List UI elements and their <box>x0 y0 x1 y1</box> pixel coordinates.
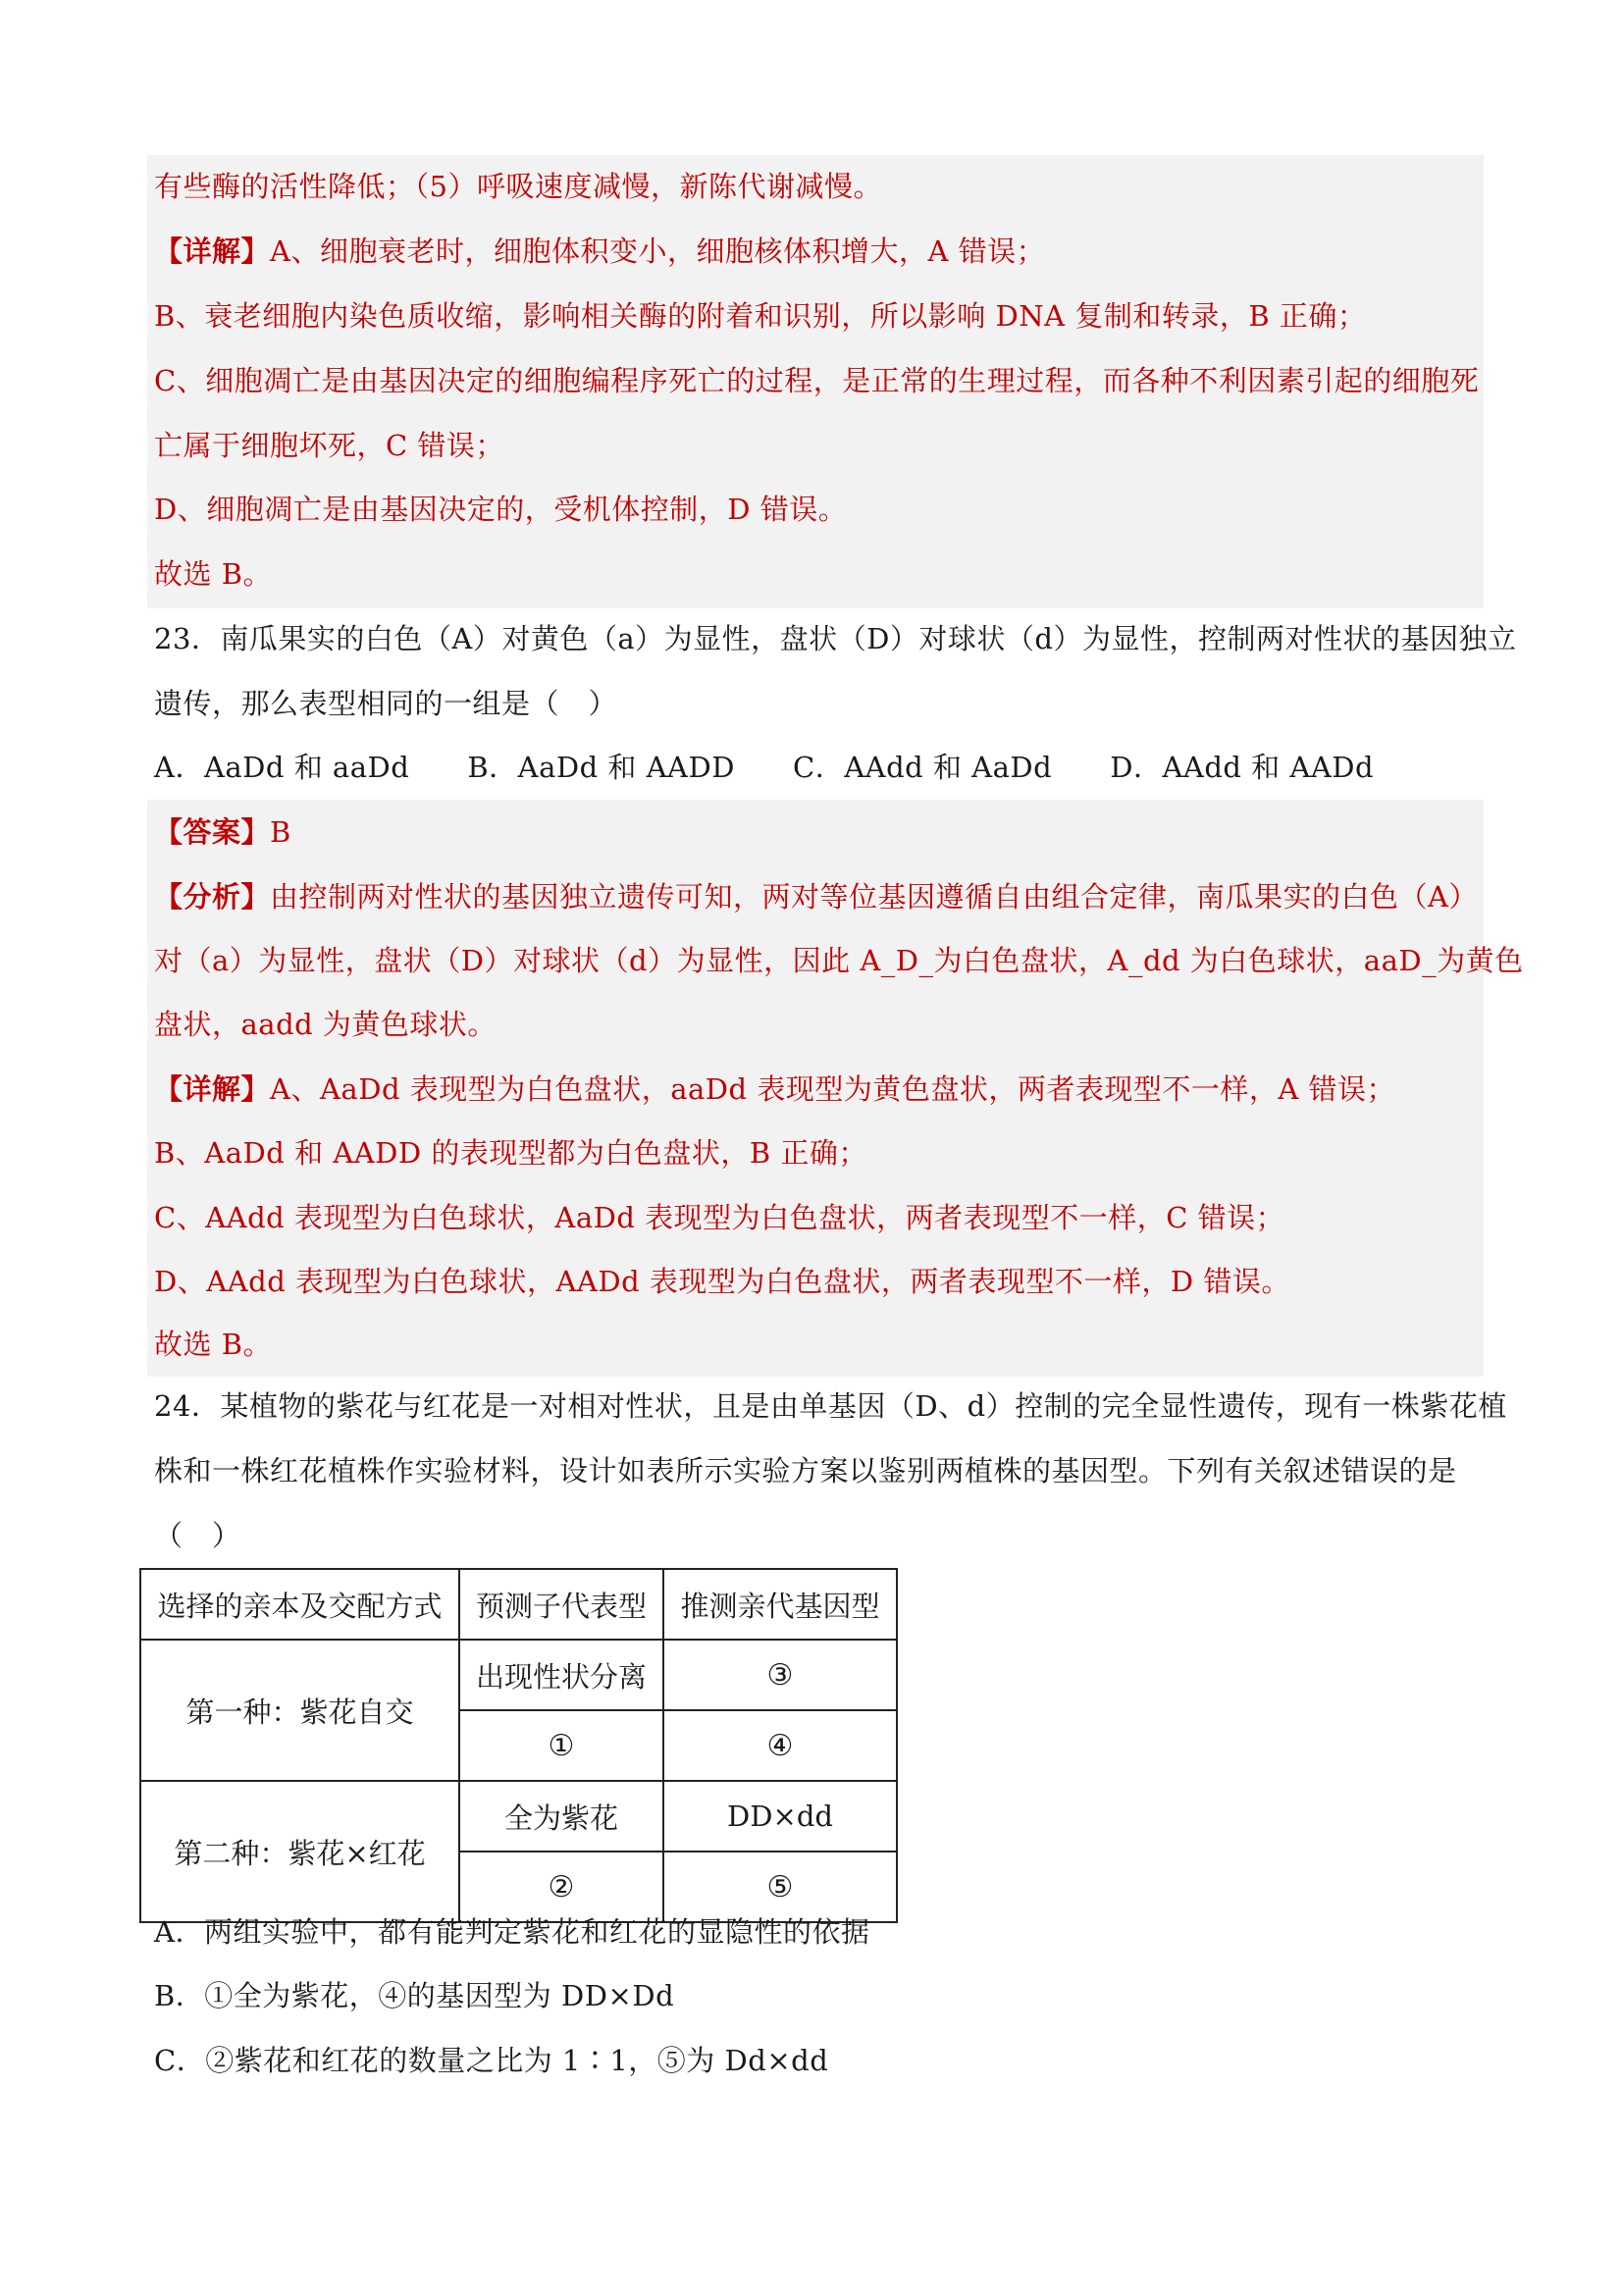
q24-stem-line2: 株和一株红花植株作实验材料，设计如表所示实验方案以鉴别两植株的基因型。下列有关叙述错误的是 <box>154 1454 1457 1487</box>
table-row <box>140 1781 897 1852</box>
q23-detail-a <box>154 1070 1395 1109</box>
table-group-cell: 第一种：紫花自交 <box>140 1640 459 1781</box>
detail-tag: 【详解】 <box>154 235 271 268</box>
table-header-row <box>140 1569 897 1640</box>
q23-options: A．AaDd 和 aaDd B．AaDd 和 AADD C．AAdd 和 AaDd D．AAdd 和 AADd <box>154 751 1375 784</box>
table-cell: DD×dd <box>663 1781 897 1852</box>
q23-answer <box>154 812 291 852</box>
detail-tag: 【详解】 <box>154 1072 271 1106</box>
answer-tag: 【答案】 <box>154 815 271 849</box>
q22-detail-d: D、细胞凋亡是由基因决定的，受机体控制，D 错误。 <box>154 493 848 526</box>
q23-stem-line2: 遗传，那么表型相同的一组是（ ） <box>154 687 618 720</box>
q22-text-line: 有些酶的活性降低；（5）呼吸速度减慢，新陈代谢减慢。 <box>154 170 882 203</box>
table-header-cell: 预测子代表型 <box>459 1569 663 1640</box>
answer-value: B <box>270 815 291 849</box>
analysis-text: 由控制两对性状的基因独立遗传可知，两对等位基因遵循自由组合定律，南瓜果实的白色（A） <box>270 880 1478 913</box>
table-group-cell: 第二种：紫花×红花 <box>140 1781 459 1922</box>
q22-detail-b: B、衰老细胞内染色质收缩，影响相关酶的附着和识别，所以影响 DNA 复制和转录，B 正确； <box>154 299 1367 333</box>
table-row <box>140 1640 897 1710</box>
q23-detail-d: D、AAdd 表现型为白色球状，AADd 表现型为白色盘状，两者表现型不一样，D 错误。 <box>154 1265 1290 1298</box>
q24-stem-line1: 24．某植物的紫花与红花是一对相对性状，且是由单基因（D、d）控制的完全显性遗传，现有一株紫花植 <box>154 1389 1507 1423</box>
q23-analysis-line1 <box>154 877 1478 916</box>
q22-detail-a <box>154 232 1045 271</box>
q22-detail-c-line1: C、细胞凋亡是由基因决定的细胞编程序死亡的过程，是正常的生理过程，而各种不利因素引起的细胞死 <box>154 364 1480 397</box>
table-cell: ③ <box>663 1640 897 1710</box>
table-cell: 全为紫花 <box>459 1781 663 1852</box>
q22-conclusion: 故选 B。 <box>154 557 273 591</box>
table-header-cell: 选择的亲本及交配方式 <box>140 1569 459 1640</box>
detail-a-text: A、AaDd 表现型为白色盘状，aaDd 表现型为黄色盘状，两者表现型不一样，A 错误； <box>270 1072 1395 1106</box>
analysis-tag: 【分析】 <box>154 880 271 913</box>
table-header-cell: 推测亲代基因型 <box>663 1569 897 1640</box>
q23-stem-line1: 23．南瓜果实的白色（A）对黄色（a）为显性，盘状（D）对球状（d）为显性，控制两对性状的基因独立 <box>154 622 1517 655</box>
q23-analysis-line2: 对（a）为显性，盘状（D）对球状（d）为显性，因此 A_D_为白色盘状，A_dd 为白色球状，aaD_为黄色 <box>154 944 1524 977</box>
table-cell: 出现性状分离 <box>459 1640 663 1710</box>
q24-experiment-table <box>139 1568 898 1923</box>
detail-a-text: A、细胞衰老时，细胞体积变小，细胞核体积增大，A 错误； <box>270 235 1046 268</box>
q24-option-c: C．②紫花和红花的数量之比为 1∶1，⑤为 Dd×dd <box>154 2044 829 2077</box>
q23-detail-b: B、AaDd 和 AADD 的表现型都为白色盘状，B 正确； <box>154 1136 867 1170</box>
q24-stem-line3: （ ） <box>154 1519 241 1552</box>
q24-option-a: A．两组实验中，都有能判定紫花和红花的显隐性的依据 <box>154 1915 870 1949</box>
table-cell: ② <box>459 1852 663 1922</box>
q23-detail-c: C、AAdd 表现型为白色球状，AaDd 表现型为白色盘状，两者表现型不一样，C 错误； <box>154 1201 1285 1234</box>
table-cell: ④ <box>663 1710 897 1781</box>
q23-analysis-line3: 盘状，aadd 为黄色球状。 <box>154 1008 497 1041</box>
table-cell: ⑤ <box>663 1852 897 1922</box>
q22-detail-c-line2: 亡属于细胞坏死，C 错误； <box>154 429 504 462</box>
q23-conclusion: 故选 B。 <box>154 1328 273 1361</box>
q24-option-b: B．①全为紫花，④的基因型为 DD×Dd <box>154 1979 675 2012</box>
table-cell: ① <box>459 1710 663 1781</box>
